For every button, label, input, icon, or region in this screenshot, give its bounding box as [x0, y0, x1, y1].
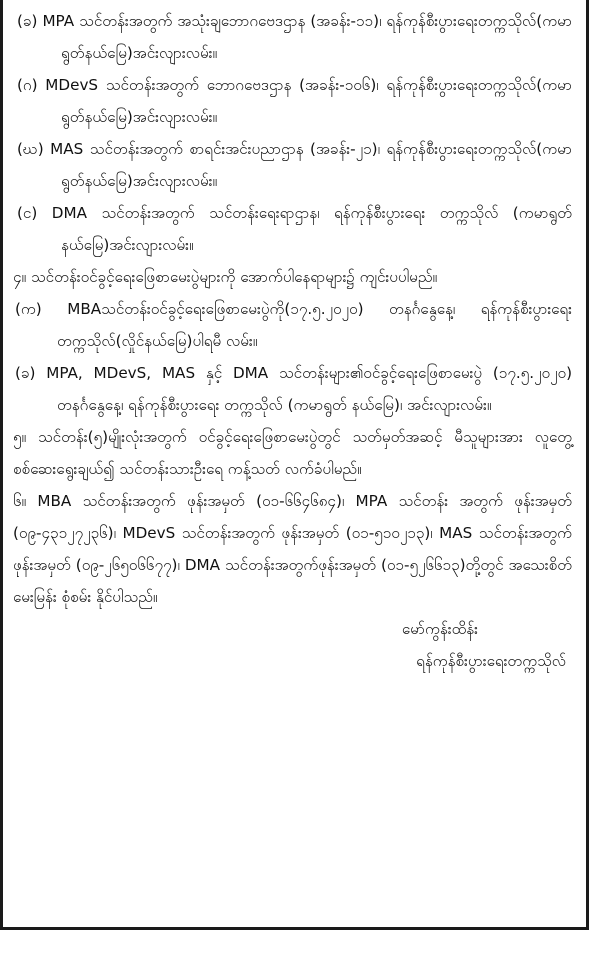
- signature-title: မော်ကွန်းထိန်း: [401, 620, 478, 638]
- list-item: [13, 357, 572, 421]
- list-item: [13, 69, 572, 133]
- list-item: [13, 133, 572, 197]
- item-label: (ဃ): [17, 140, 44, 158]
- item-text: MPA, MDevS, MAS နှင့် DMA သင်တန်းများ၏ဝင်ခွင့်ရေးဖြေစာမေးပွဲ (၁၇.၅.၂၀၂၀) တနင်္ဂနွေနေ့၊ ရန်ကုန်စီးပွားရေး တက္ကသိုလ် (ကမာရွတ် နယ်မြေ)၊ အင်းလျားလမ်း။: [46, 364, 572, 414]
- item-text: MDevS သင်တန်းအတွက် ဘောဂဗေဒဌာန (အခန်း-၁၀၆)၊ ရန်ကုန်စီးပွားရေးတက္ကသိုလ်(ကမာရွတ်နယ်မြေ)အင်းလျားလမ်း။: [45, 76, 573, 126]
- item-label: (ဂ): [17, 76, 38, 94]
- signature-org: ရန်ကုန်စီးပွားရေးတက္ကသိုလ်: [416, 652, 566, 670]
- item-label: (ခ): [17, 12, 38, 30]
- list-item: [13, 5, 572, 69]
- list-item: [13, 293, 572, 357]
- signature-block: [13, 613, 572, 677]
- section-4-heading: ၄။ သင်တန်းဝင်ခွင့်ရေးဖြေစာမေးပွဲများကို အောက်ပါနေရာများ၌ ကျင်းပပါမည်။: [13, 268, 438, 286]
- list-item: [13, 197, 572, 261]
- item-label: (က): [15, 300, 42, 318]
- item-label: (င): [17, 204, 38, 222]
- item-text: MBAသင်တန်းဝင်ခွင့်ရေးဖြေစာမေးပွဲကို(၁၇.၅.၂၀၂၀) တနင်္ဂနွေနေ့၊ ရန်ကုန်စီးပွားရေးတက္ကသိုလ်(လှိုင်နယ်မြေ)ပါရမီ လမ်း။: [57, 300, 572, 350]
- item-label: (ခ): [15, 364, 36, 382]
- item-text: DMA သင်တန်းအတွက် သင်တန်းရေးရာဌာန၊ ရန်ကုန်စီးပွားရေး တက္ကသိုလ် (ကမာရွတ်နယ်မြေ)အင်းလျားလမ်း။: [51, 204, 573, 254]
- item-text: MPA သင်တန်းအတွက် အသုံးချဘောဂဗေဒဌာန (အခန်း-၁၁)၊ ရန်ကုန်စီးပွားရေးတက္ကသိုလ်(ကမာရွတ်နယ်မြေ)အင်းလျားလမ်း။: [42, 12, 572, 62]
- section-6-paragraph: ၆။ MBA သင်တန်းအတွက် ဖုန်းအမှတ် (၀၁-၆၆၄၆၈၄)၊ MPA သင်တန်း အတွက် ဖုန်းအမှတ် (၀၉-၄၃၁၂၇၂၃၆)၊ MDevS သင်တန်းအတွက် ဖုန်းအမှတ် (၀၁-၅၁၀၂၁၃)၊ MAS သင်တန်းအတွက် ဖုန်းအမှတ် (၀၉-၂၆၅၀၆၆၇၇)၊ DMA သင်တန်းအတွက်ဖုန်းအမှတ် (၀၁-၅၂၆၆၁၃)တို့တွင် အသေးစိတ်မေးမြန်း စုံစမ်း နိုင်ပါသည်။: [13, 492, 572, 606]
- item-text: MAS သင်တန်းအတွက် စာရင်းအင်းပညာဌာန (အခန်း-၂၁)၊ ရန်ကုန်စီးပွားရေးတက္ကသိုလ်(ကမာရွတ်နယ်မြေ)အင်းလျားလမ်း။: [50, 140, 573, 190]
- section-5-paragraph: ၅။ သင်တန်း(၅)မျိုးလုံးအတွက် ဝင်ခွင့်ရေးဖြေစာမေးပွဲတွင် သတ်မှတ်အဆင့် မီသူများအား လူတွေ့စစ်ဆေးရွေးချယ်၍ သင်တန်းသားဦးရေ ကန့်သတ် လက်ခံပါမည်။: [13, 428, 572, 478]
